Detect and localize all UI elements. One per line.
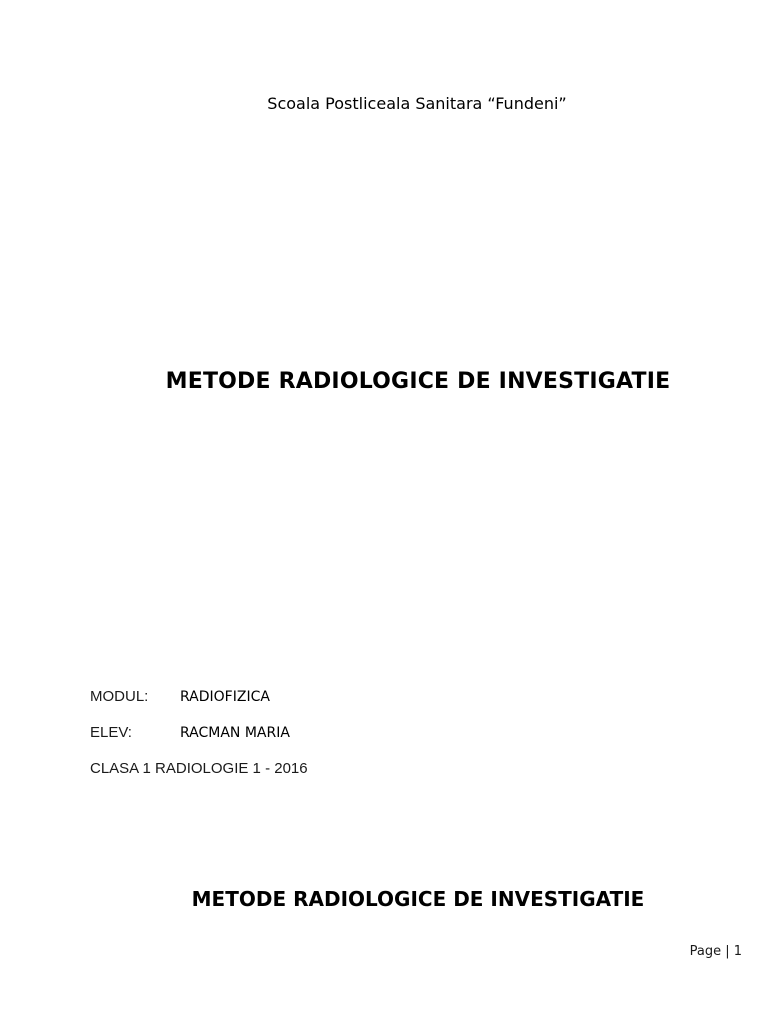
modul-label: MODUL: [90, 688, 149, 705]
modul-row [90, 687, 270, 706]
document-title: METODE RADIOLOGICE DE INVESTIGATIE [165, 369, 671, 394]
page-number: Page | 1 [689, 944, 742, 959]
elev-value: RACMAN MARIA [180, 725, 290, 741]
elev-label: ELEV: [90, 724, 132, 741]
elev-row [90, 723, 290, 742]
modul-value: RADIOFIZICA [180, 689, 270, 705]
clasa-text: CLASA 1 RADIOLOGIE 1 - 2016 [90, 760, 308, 777]
school-name: Scoala Postliceala Sanitara “Fundeni” [267, 94, 567, 113]
section-title: METODE RADIOLOGICE DE INVESTIGATIE [191, 887, 645, 911]
